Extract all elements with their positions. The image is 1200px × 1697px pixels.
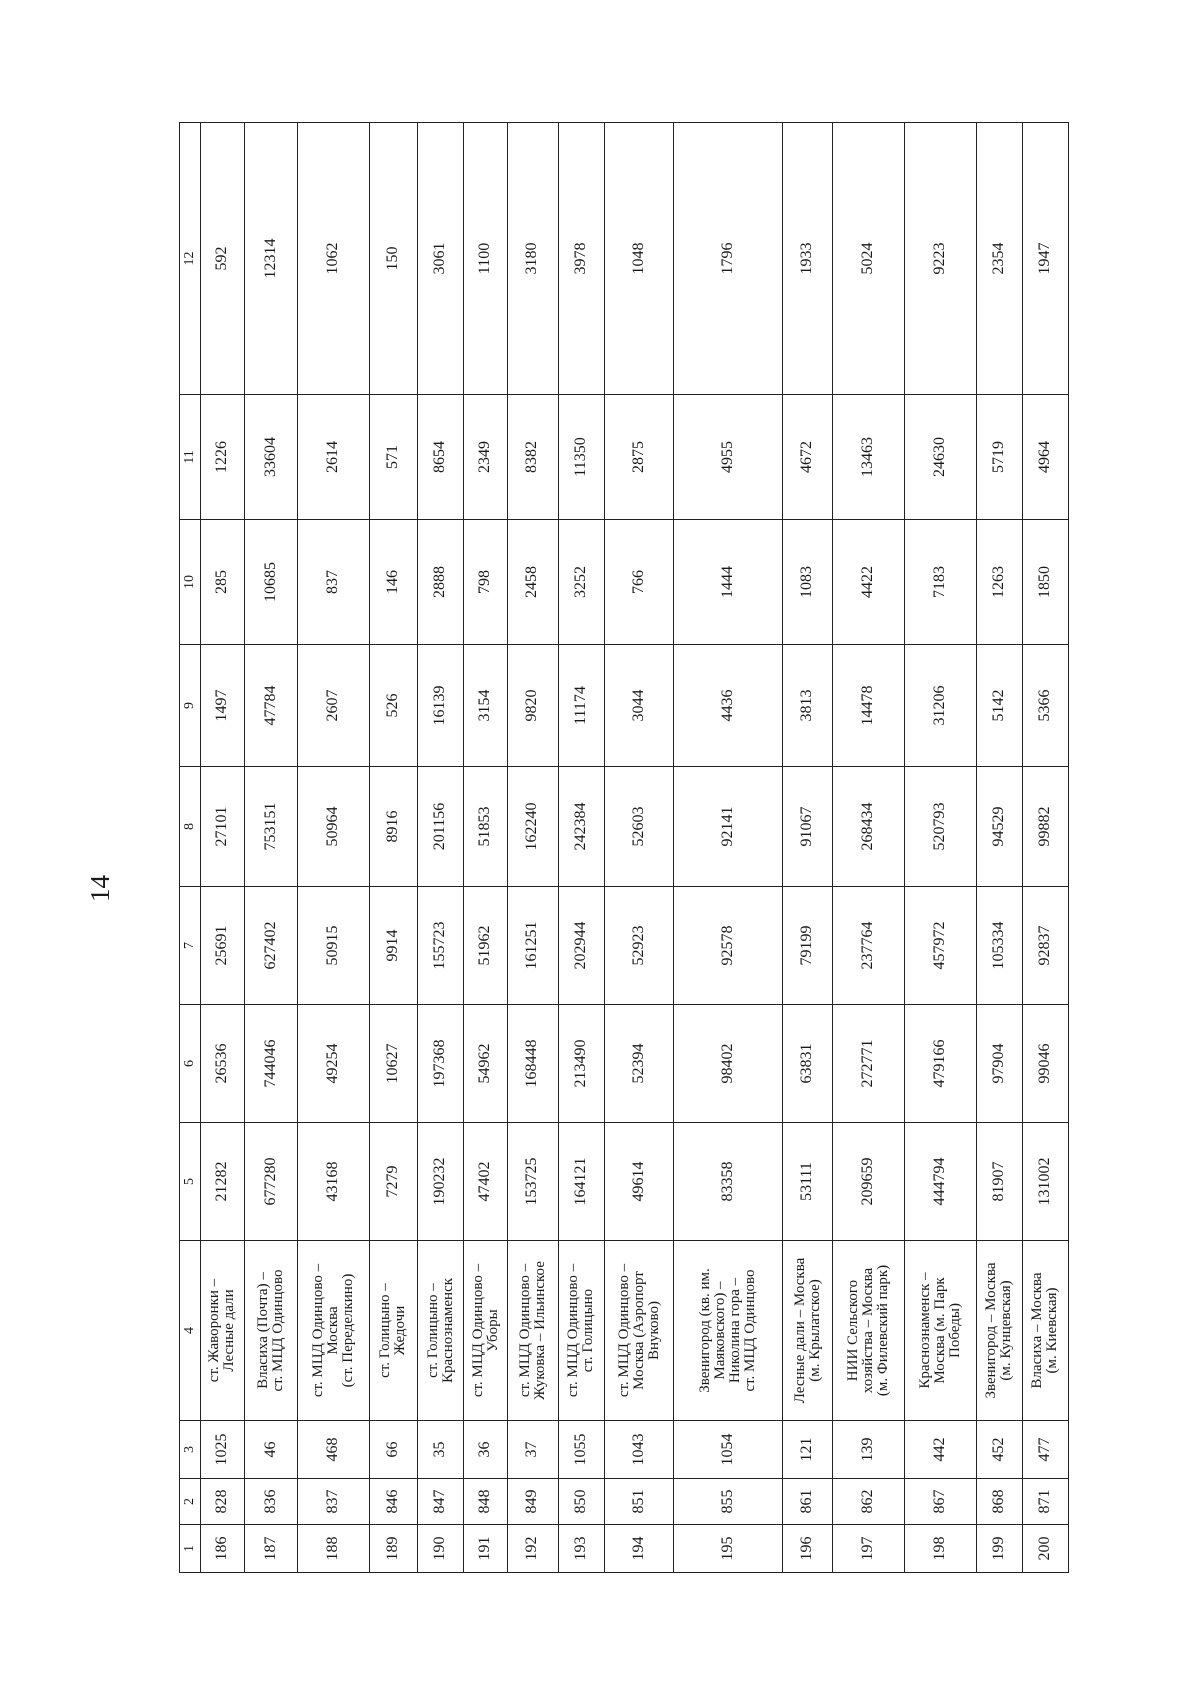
value-cell: 526 [369, 645, 417, 767]
value-cell: 1100 [464, 123, 508, 395]
table-row [417, 123, 463, 1573]
value-cell: 3813 [782, 645, 833, 767]
column-header: 4 [180, 1241, 201, 1421]
column-header: 9 [180, 645, 201, 767]
value-cell: 197368 [417, 1005, 463, 1123]
route-name-cell [417, 1241, 463, 1421]
column-header: 2 [180, 1479, 201, 1525]
value-cell: 33604 [244, 395, 297, 520]
column-header: 3 [180, 1421, 201, 1479]
route-name-line: НИИ Сельского [845, 1279, 862, 1382]
route-number-cell: 868 [976, 1479, 1022, 1525]
value-cell: 43168 [297, 1123, 369, 1241]
route-name-line: Победы) [946, 1303, 963, 1358]
route-name-line: ст. МЦД Одинцово – [516, 1263, 533, 1398]
column-header: 11 [180, 395, 201, 520]
route-name-line: ст. МЦД Одинцово – [309, 1263, 326, 1398]
value-cell: 272771 [833, 1005, 905, 1123]
value-cell: 2349 [464, 395, 508, 520]
value-cell: 162240 [508, 767, 559, 887]
row-number-cell: 192 [508, 1525, 559, 1573]
value-cell: 92837 [1022, 887, 1068, 1005]
value-cell: 99046 [1022, 1005, 1068, 1123]
route-name-cell [782, 1241, 833, 1421]
value-cell: 164121 [558, 1123, 604, 1241]
row-number-cell: 190 [417, 1525, 463, 1573]
value-cell: 91067 [782, 767, 833, 887]
data-table [179, 122, 1069, 1573]
value-cell: 4436 [674, 645, 783, 767]
route-name-line: Николина гора – [726, 1277, 743, 1384]
registry-number-cell: 1043 [604, 1421, 673, 1479]
route-name-line: (м. Кунцевская) [998, 1280, 1015, 1381]
value-cell: 98402 [674, 1005, 783, 1123]
value-cell: 9914 [369, 887, 417, 1005]
column-header: 10 [180, 520, 201, 645]
route-number-cell: 861 [782, 1479, 833, 1525]
table-row [464, 123, 508, 1573]
route-name-line: Звенигород – Москва [983, 1262, 1000, 1399]
value-cell: 3154 [464, 645, 508, 767]
route-name-cell [604, 1241, 673, 1421]
value-cell: 155723 [417, 887, 463, 1005]
value-cell: 94529 [976, 767, 1022, 887]
route-name-line: Краснознаменск [439, 1277, 456, 1384]
value-cell: 146 [369, 520, 417, 645]
row-number-cell: 186 [201, 1525, 245, 1573]
value-cell: 520793 [905, 767, 977, 887]
table-row [674, 123, 783, 1573]
value-cell: 47784 [244, 645, 297, 767]
registry-number-cell: 46 [244, 1421, 297, 1479]
route-name-line: Москва (Аэропорт [630, 1271, 647, 1390]
value-cell: 8382 [508, 395, 559, 520]
registry-number-cell: 66 [369, 1421, 417, 1479]
route-number-cell: 850 [558, 1479, 604, 1525]
value-cell: 92578 [674, 887, 783, 1005]
value-cell: 444794 [905, 1123, 977, 1241]
route-name-cell [1022, 1241, 1068, 1421]
value-cell: 798 [464, 520, 508, 645]
route-name-line: Жуковка – Ильинское [531, 1261, 548, 1400]
route-name-line: (м. Крылатское) [806, 1279, 823, 1382]
value-cell: 49254 [297, 1005, 369, 1123]
registry-number-cell: 121 [782, 1421, 833, 1479]
route-name-line: ст. МЦД Одинцово – [615, 1263, 632, 1398]
route-number-cell: 836 [244, 1479, 297, 1525]
registry-number-cell: 442 [905, 1421, 977, 1479]
row-number-cell: 194 [604, 1525, 673, 1573]
value-cell: 13463 [833, 395, 905, 520]
route-name-cell [464, 1241, 508, 1421]
value-cell: 2614 [297, 395, 369, 520]
value-cell: 1850 [1022, 520, 1068, 645]
value-cell: 1062 [297, 123, 369, 395]
value-cell: 285 [201, 520, 245, 645]
route-name-line: ст. Голицыно – [377, 1283, 394, 1378]
value-cell: 25691 [201, 887, 245, 1005]
registry-number-cell: 36 [464, 1421, 508, 1479]
value-cell: 161251 [508, 887, 559, 1005]
value-cell: 190232 [417, 1123, 463, 1241]
table-row [976, 123, 1022, 1573]
table-row [369, 123, 417, 1573]
column-header: 6 [180, 1005, 201, 1123]
registry-number-cell: 452 [976, 1421, 1022, 1479]
value-cell: 457972 [905, 887, 977, 1005]
route-number-cell: 851 [604, 1479, 673, 1525]
value-cell: 168448 [508, 1005, 559, 1123]
route-name-line: (м. Киевская) [1044, 1287, 1061, 1374]
value-cell: 53111 [782, 1123, 833, 1241]
column-header: 12 [180, 123, 201, 395]
route-name-cell [297, 1241, 369, 1421]
value-cell: 4964 [1022, 395, 1068, 520]
value-cell: 52603 [604, 767, 673, 887]
row-number-cell: 195 [674, 1525, 783, 1573]
value-cell: 99882 [1022, 767, 1068, 887]
table-row [297, 123, 369, 1573]
value-cell: 2607 [297, 645, 369, 767]
route-name-cell [833, 1241, 905, 1421]
value-cell: 1947 [1022, 123, 1068, 395]
value-cell: 49614 [604, 1123, 673, 1241]
route-number-cell: 867 [905, 1479, 977, 1525]
value-cell: 52923 [604, 887, 673, 1005]
value-cell: 201156 [417, 767, 463, 887]
route-name-line: ст. МЦД Одинцово [741, 1269, 758, 1392]
value-cell: 209659 [833, 1123, 905, 1241]
route-number-cell: 862 [833, 1479, 905, 1525]
registry-number-cell: 37 [508, 1421, 559, 1479]
value-cell: 3252 [558, 520, 604, 645]
route-name-line: Уборы [484, 1309, 501, 1352]
value-cell: 50915 [297, 887, 369, 1005]
route-name-cell [905, 1241, 977, 1421]
column-header: 1 [180, 1525, 201, 1573]
value-cell: 1933 [782, 123, 833, 395]
value-cell: 2458 [508, 520, 559, 645]
value-cell: 1497 [201, 645, 245, 767]
table-row [244, 123, 297, 1573]
route-number-cell: 828 [201, 1479, 245, 1525]
value-cell: 12314 [244, 123, 297, 395]
value-cell: 153725 [508, 1123, 559, 1241]
value-cell: 7279 [369, 1123, 417, 1241]
value-cell: 4672 [782, 395, 833, 520]
value-cell: 2875 [604, 395, 673, 520]
row-number-cell: 193 [558, 1525, 604, 1573]
route-name-line: Москва [324, 1306, 341, 1355]
value-cell: 766 [604, 520, 673, 645]
value-cell: 51853 [464, 767, 508, 887]
value-cell: 627402 [244, 887, 297, 1005]
value-cell: 1048 [604, 123, 673, 395]
table-row [905, 123, 977, 1573]
route-name-line: ст. Голицыно – [424, 1283, 441, 1378]
value-cell: 1083 [782, 520, 833, 645]
value-cell: 54962 [464, 1005, 508, 1123]
value-cell: 1263 [976, 520, 1022, 645]
value-cell: 92141 [674, 767, 783, 887]
route-name-cell [558, 1241, 604, 1421]
route-name-line: Звенигород (кв. им. [696, 1268, 713, 1393]
route-name-line: Внуково) [645, 1300, 662, 1361]
route-number-cell: 846 [369, 1479, 417, 1525]
value-cell: 2888 [417, 520, 463, 645]
value-cell: 83358 [674, 1123, 783, 1241]
value-cell: 4955 [674, 395, 783, 520]
route-name-cell [369, 1241, 417, 1421]
value-cell: 24630 [905, 395, 977, 520]
route-name-line: ст. Голицыно [580, 1288, 597, 1373]
route-name-line: Краснознаменск – [916, 1272, 933, 1389]
value-cell: 105334 [976, 887, 1022, 1005]
registry-number-cell: 1025 [201, 1421, 245, 1479]
value-cell: 79199 [782, 887, 833, 1005]
value-cell: 9223 [905, 123, 977, 395]
table-row [782, 123, 833, 1573]
value-cell: 51962 [464, 887, 508, 1005]
registry-number-cell: 1054 [674, 1421, 783, 1479]
row-number-cell: 189 [369, 1525, 417, 1573]
row-number-cell: 196 [782, 1525, 833, 1573]
table-row [604, 123, 673, 1573]
registry-number-cell: 35 [417, 1421, 463, 1479]
registry-number-cell: 139 [833, 1421, 905, 1479]
route-number-cell: 848 [464, 1479, 508, 1525]
registry-number-cell: 477 [1022, 1421, 1068, 1479]
value-cell: 3061 [417, 123, 463, 395]
value-cell: 1226 [201, 395, 245, 520]
route-name-line: Лесные дали [221, 1289, 238, 1372]
table-row [508, 123, 559, 1573]
route-name-line: хозяйства – Москва [860, 1267, 877, 1394]
header-row [180, 123, 201, 1573]
value-cell: 9820 [508, 645, 559, 767]
route-number-cell: 855 [674, 1479, 783, 1525]
value-cell: 11350 [558, 395, 604, 520]
value-cell: 242384 [558, 767, 604, 887]
row-number-cell: 200 [1022, 1525, 1068, 1573]
route-name-cell [244, 1241, 297, 1421]
value-cell: 26536 [201, 1005, 245, 1123]
value-cell: 1796 [674, 123, 783, 395]
value-cell: 5142 [976, 645, 1022, 767]
value-cell: 52394 [604, 1005, 673, 1123]
route-number-cell: 849 [508, 1479, 559, 1525]
route-name-line: ст. МЦД Одинцово – [565, 1263, 582, 1398]
route-name-line: ст. МЦД Одинцово [269, 1269, 286, 1392]
row-number-cell: 197 [833, 1525, 905, 1573]
route-name-line: Жедочи [392, 1305, 409, 1356]
value-cell: 571 [369, 395, 417, 520]
value-cell: 10685 [244, 520, 297, 645]
value-cell: 63831 [782, 1005, 833, 1123]
value-cell: 4422 [833, 520, 905, 645]
route-name-cell [976, 1241, 1022, 1421]
route-name-cell [674, 1241, 783, 1421]
route-name-line: (м. Филевский парк) [875, 1264, 892, 1397]
route-name-line: Власиха – Москва [1029, 1272, 1046, 1389]
registry-number-cell: 468 [297, 1421, 369, 1479]
value-cell: 1444 [674, 520, 783, 645]
route-number-cell: 871 [1022, 1479, 1068, 1525]
value-cell: 131002 [1022, 1123, 1068, 1241]
value-cell: 8654 [417, 395, 463, 520]
table-row [1022, 123, 1068, 1573]
value-cell: 268434 [833, 767, 905, 887]
route-number-cell: 837 [297, 1479, 369, 1525]
value-cell: 479166 [905, 1005, 977, 1123]
column-header: 5 [180, 1123, 201, 1241]
value-cell: 14478 [833, 645, 905, 767]
value-cell: 27101 [201, 767, 245, 887]
value-cell: 3180 [508, 123, 559, 395]
value-cell: 5366 [1022, 645, 1068, 767]
value-cell: 837 [297, 520, 369, 645]
route-name-line: Маяковского) – [711, 1281, 728, 1380]
registry-number-cell: 1055 [558, 1421, 604, 1479]
route-name-line: Власиха (Почта) – [254, 1272, 271, 1389]
value-cell: 3978 [558, 123, 604, 395]
page-number: 14 [85, 875, 115, 902]
value-cell: 21282 [201, 1123, 245, 1241]
route-number-cell: 847 [417, 1479, 463, 1525]
value-cell: 7183 [905, 520, 977, 645]
column-header: 7 [180, 887, 201, 1005]
value-cell: 753151 [244, 767, 297, 887]
row-number-cell: 191 [464, 1525, 508, 1573]
route-name-cell [201, 1241, 245, 1421]
row-number-cell: 187 [244, 1525, 297, 1573]
value-cell: 5024 [833, 123, 905, 395]
value-cell: 592 [201, 123, 245, 395]
route-name-line: ст. Жаворонки – [206, 1278, 223, 1383]
table-row [201, 123, 245, 1573]
column-header: 8 [180, 767, 201, 887]
value-cell: 47402 [464, 1123, 508, 1241]
value-cell: 81907 [976, 1123, 1022, 1241]
value-cell: 97904 [976, 1005, 1022, 1123]
row-number-cell: 199 [976, 1525, 1022, 1573]
table-row [833, 123, 905, 1573]
value-cell: 10627 [369, 1005, 417, 1123]
value-cell: 237764 [833, 887, 905, 1005]
value-cell: 213490 [558, 1005, 604, 1123]
value-cell: 8916 [369, 767, 417, 887]
value-cell: 5719 [976, 395, 1022, 520]
value-cell: 744046 [244, 1005, 297, 1123]
row-number-cell: 198 [905, 1525, 977, 1573]
value-cell: 2354 [976, 123, 1022, 395]
value-cell: 11174 [558, 645, 604, 767]
route-name-line: Москва (м. Парк [931, 1277, 948, 1384]
row-number-cell: 188 [297, 1525, 369, 1573]
route-name-line: ст. МЦД Одинцово – [469, 1263, 486, 1398]
value-cell: 150 [369, 123, 417, 395]
value-cell: 31206 [905, 645, 977, 767]
route-name-line: Лесные дали – Москва [791, 1257, 808, 1404]
route-name-cell [508, 1241, 559, 1421]
data-table-container [179, 123, 1069, 1573]
value-cell: 50964 [297, 767, 369, 887]
value-cell: 3044 [604, 645, 673, 767]
route-name-line: (ст. Переделкино) [339, 1273, 356, 1388]
table-row [558, 123, 604, 1573]
value-cell: 16139 [417, 645, 463, 767]
value-cell: 677280 [244, 1123, 297, 1241]
value-cell: 202944 [558, 887, 604, 1005]
